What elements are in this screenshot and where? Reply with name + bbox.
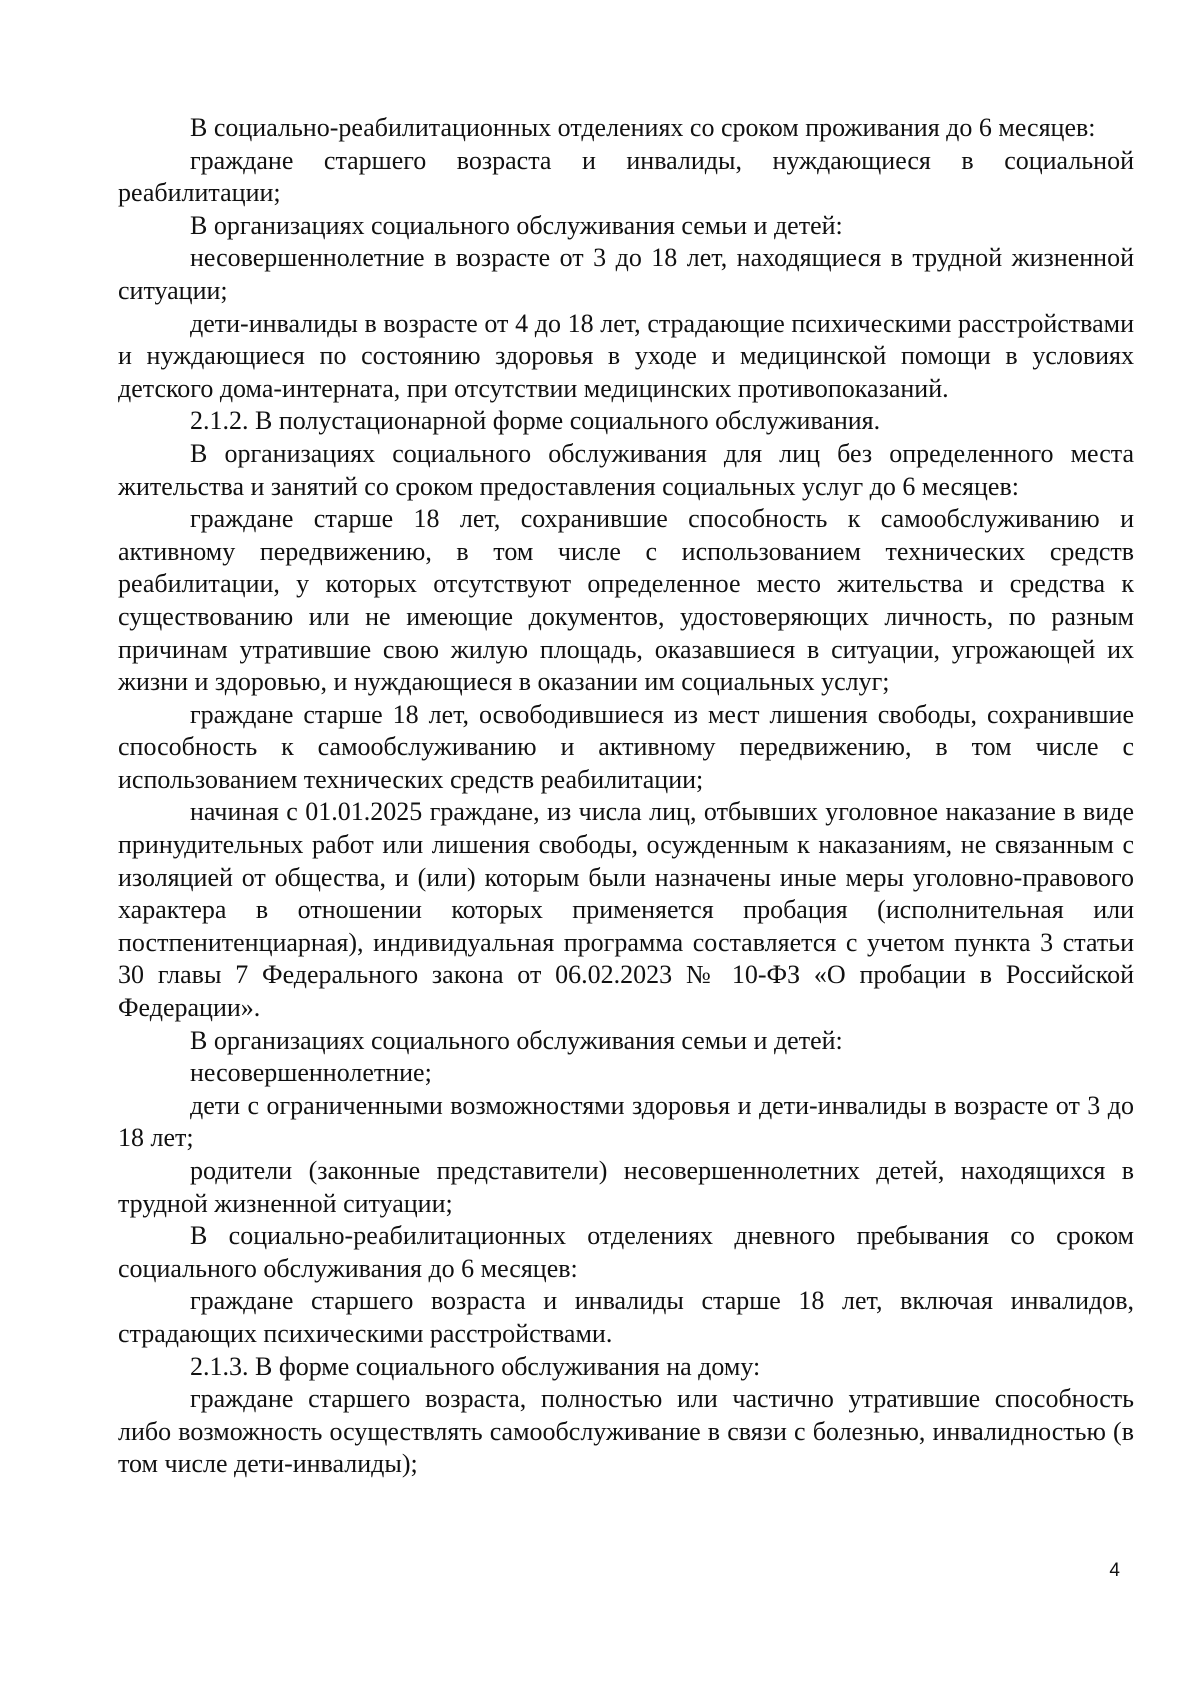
paragraph: В организациях социального обслуживания семьи и детей: xyxy=(190,210,843,240)
paragraph: несовершеннолетние в возрасте от 3 до 18 лет, находящиеся в трудной жизненной ситуации; xyxy=(118,243,1134,305)
paragraph: В социально-реабилитационных отделениях со сроком проживания до 6 месяцев: xyxy=(190,113,1096,142)
paragraph: граждане старшего возраста и инвалиды, нуждающиеся в социальной реабилитации; xyxy=(118,145,1134,208)
paragraph: В организациях социального обслуживания для лиц без определенного места жительства и занятий со сроком предоставления социальных услуг до 6 месяцев: xyxy=(118,438,1134,501)
paragraph: граждане старшего возраста и инвалиды старше 18 лет, включая инвалидов, страдающих психическими расстройствами. xyxy=(118,1286,1134,1348)
section-heading: 2.1.2. В полустационарной форме социального обслуживания. xyxy=(190,406,881,436)
document-body xyxy=(118,112,1134,1481)
paragraph: В социально-реабилитационных отделениях дневного пребывания со сроком социального обслуживания до 6 месяцев: xyxy=(118,1221,1134,1283)
paragraph: дети-инвалиды в возрасте от 4 до 18 лет, страдающие психическими расстройствами и нуждающиеся по состоянию здоровья в уходе и медицинской помощи в условиях детского дома-интерната, при отсутствии медицинских противопоказаний. xyxy=(118,308,1134,403)
paragraph: граждане старше 18 лет, освободившиеся из мест лишения свободы, сохранившие способность к самообслуживанию и активному передвижению, в том числе с использованием технических средств реабилитации; xyxy=(118,699,1134,794)
paragraph: несовершеннолетние; xyxy=(190,1058,432,1088)
paragraph: родители (законные представители) несовершеннолетних детей, находящихся в трудной жизненной ситуации; xyxy=(118,1156,1134,1218)
section-heading: 2.1.3. В форме социального обслуживания на дому: xyxy=(190,1351,761,1381)
paragraph: начиная с 01.01.2025 граждане, из числа лиц, отбывших уголовное наказание в виде принудительных работ или лишения свободы, осужденным к наказаниям, не связанным с изоляцией от общества, и (или) которым были назначены иные меры уголовно-правового характера в отношении которых применяется пробация (исполнительная или постпенитенциарная), индивидуальная программа составляется с учетом пункта 3 статьи 30 главы 7 Федерального закона от 06.02.2023 № 10-ФЗ «О пробации в Российской Федерации». xyxy=(118,797,1134,1023)
page-number: 4 xyxy=(1109,1560,1120,1581)
paragraph: дети с ограниченными возможностями здоровья и дети-инвалиды в возрасте от 3 до 18 лет; xyxy=(118,1090,1134,1153)
paragraph: граждане старшего возраста, полностью или частично утратившие способность либо возможность осуществлять самообслуживание в связи с болезнью, инвалидностью (в том числе дети-инвалиды); xyxy=(118,1384,1134,1479)
paragraph: граждане старше 18 лет, сохранившие способность к самообслуживанию и активному передвижению, в том числе с использованием технических средств реабилитации, у которых отсутствуют определенное место жительства и средства к существованию или не имеющие документов, удостоверяющих личность, по разным причинам утратившие свою жилую площадь, оказавшиеся в ситуации, угрожающей их жизни и здоровью, и нуждающиеся в оказании им социальных услуг; xyxy=(118,504,1134,697)
paragraph: В организациях социального обслуживания семьи и детей: xyxy=(190,1025,843,1055)
